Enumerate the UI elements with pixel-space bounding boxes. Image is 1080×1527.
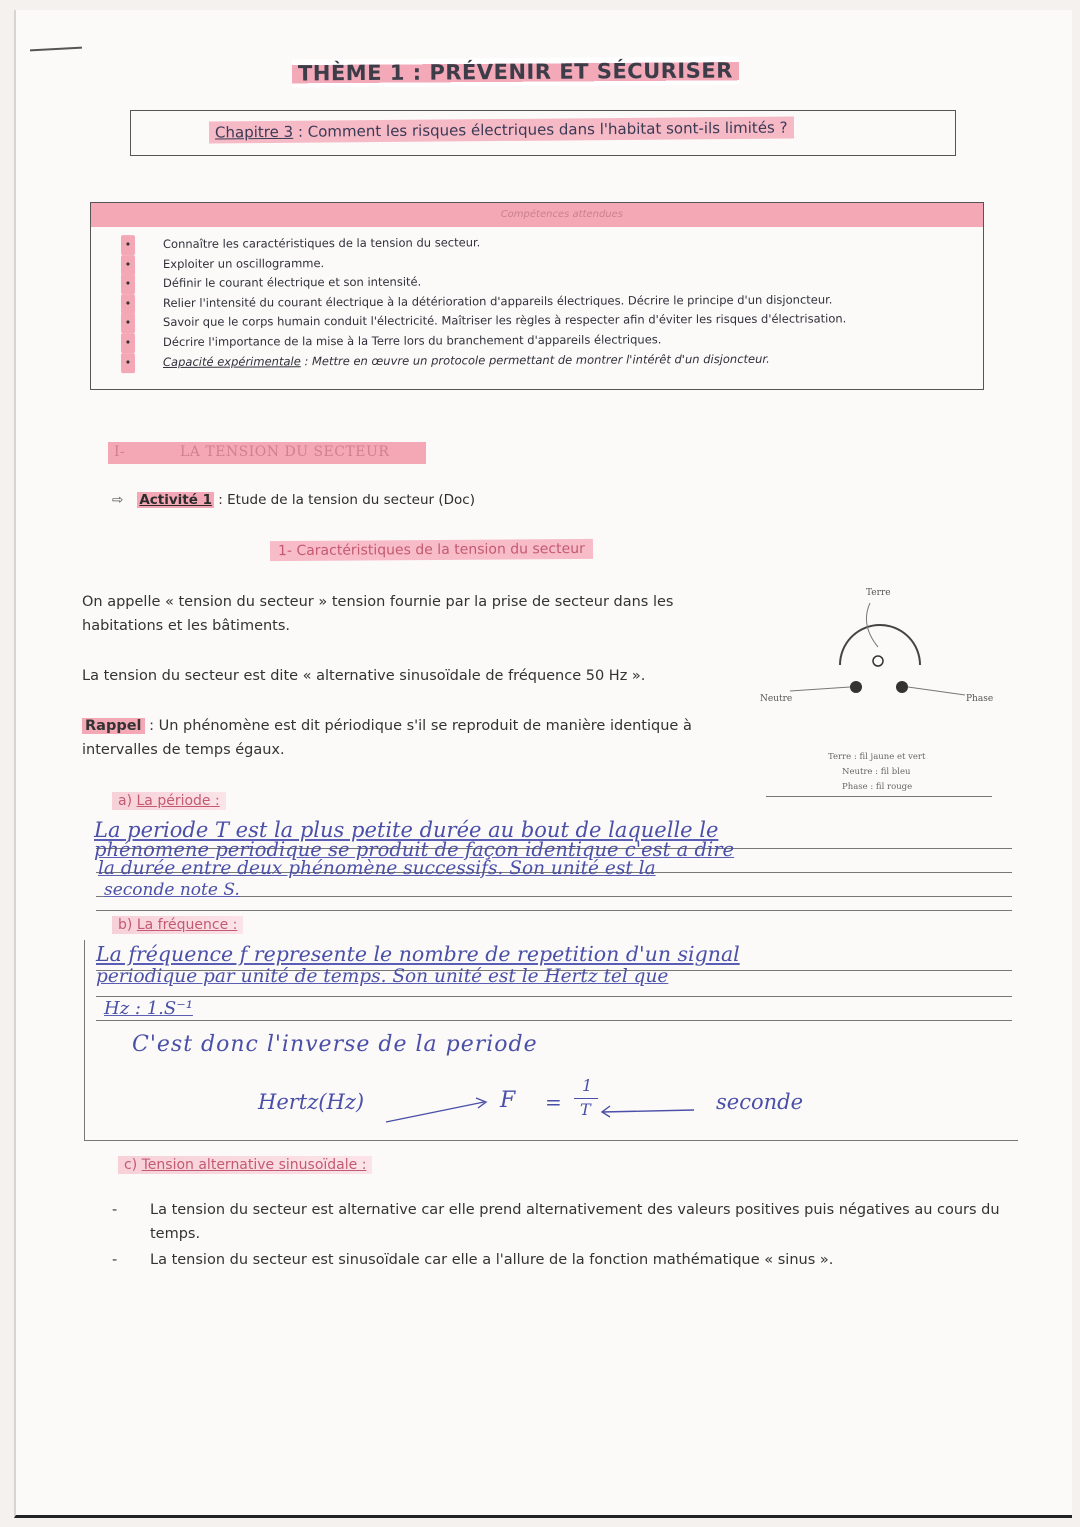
socket-legend-line: Terre : fil jaune et vert — [828, 752, 926, 762]
neutre-wire — [790, 687, 850, 691]
frequence-note: C'est donc l'inverse de la periode — [132, 1032, 538, 1057]
socket-diagram — [760, 585, 1000, 715]
periode-heading-text: La période : — [136, 793, 220, 809]
formula-arrow-right — [598, 1098, 698, 1122]
formula-left: Hertz(Hz) — [258, 1090, 365, 1114]
tension-alt-bullets — [112, 1198, 1022, 1274]
periode-handwriting-line: seconde note S. — [104, 880, 240, 900]
frequence-heading — [112, 916, 243, 934]
phase-wire — [908, 687, 965, 695]
rappel-label: Rappel — [82, 718, 145, 734]
formula-fraction-bar — [574, 1098, 598, 1099]
formula-denominator: T — [580, 1100, 591, 1119]
section-number: I- — [114, 444, 126, 460]
formula-numerator: 1 — [582, 1076, 593, 1095]
experimental-label: Capacité expérimentale — [162, 353, 301, 369]
formula-right: seconde — [716, 1090, 804, 1114]
theme-title: THÈME 1 : PRÉVENIR ET SÉCURISER — [292, 56, 739, 87]
phase-label: Phase — [966, 694, 994, 704]
writing-line — [96, 1020, 1012, 1021]
periode-letter: a) — [118, 793, 133, 809]
section-title — [108, 442, 426, 464]
arrow-icon: ⇨ — [112, 492, 124, 508]
bullet-item: - La tension du secteur est alternative car elle prend alternativement des valeurs positives puis négatives au cours du temps. — [112, 1198, 1022, 1246]
frequence-letter: b) — [118, 917, 133, 933]
terre-label: Terre — [866, 588, 891, 598]
definition-text: On appelle « tension du secteur » tension fournie par la prise de secteur dans les habitations et les bâtiments. — [82, 594, 674, 634]
socket-legend-line: Phase : fil rouge — [842, 782, 913, 792]
skills-header: Compétences attendues — [91, 203, 983, 227]
frequence-heading-text: La fréquence : — [136, 917, 238, 933]
frequence-handwriting-line: periodique par unité de temps. Son unité est le Hertz tel que — [96, 966, 669, 987]
frequence-box-bottom — [84, 1140, 1018, 1141]
experimental-text: : Mettre en œuvre un protocole permettant de montrer l'intérêt d'un disjoncteur. — [300, 351, 770, 368]
chapter-box — [130, 110, 956, 156]
periode-heading — [112, 792, 226, 810]
tension-alt-heading — [118, 1156, 372, 1174]
skill-item: • Connaître les caractéristiques de la tension du secteur. — [91, 231, 983, 255]
section-text: LA TENSION DU SECTEUR — [180, 444, 390, 460]
skill-item: • Exploiter un oscillogramme. — [91, 250, 983, 274]
skill-item-experimental — [91, 348, 983, 372]
frequence-box-left — [84, 940, 85, 1140]
rappel-text — [82, 714, 722, 762]
chapter-title — [209, 116, 794, 143]
frequence-handwriting-line: La fréquence f represente le nombre de repetition d'un signal — [96, 942, 740, 966]
activity-line — [112, 492, 475, 508]
socket-outline — [840, 625, 920, 665]
writing-line — [96, 996, 1012, 997]
chapter-label: Chapitre 3 — [214, 122, 294, 142]
phase-hole — [896, 681, 908, 693]
skill-item: • Relier l'intensité du courant électrique à la détérioration d'appareils électriques. Décrire le principe d'un disjoncteur. — [91, 289, 983, 313]
rappel-body: : Un phénomène est dit périodique s'il se reproduit de manière identique à intervalles de temps égaux. — [82, 718, 692, 758]
activity-label: Activité 1 — [139, 492, 212, 508]
socket-legend-line: Neutre : fil bleu — [842, 767, 911, 777]
terre-pin — [873, 656, 883, 666]
neutre-label: Neutre — [760, 694, 793, 704]
writing-line — [96, 910, 1012, 911]
formula-eq: = — [545, 1090, 562, 1114]
skills-list — [91, 233, 983, 370]
skills-box — [90, 202, 984, 390]
frequence-handwriting-line: Hz : 1.S⁻¹ — [104, 998, 193, 1019]
subsection-title: 1- Caractéristiques de la tension du secteur — [270, 539, 593, 561]
formula-f: F — [500, 1088, 516, 1113]
formula-arrow-left — [380, 1088, 510, 1128]
skill-item: • Décrire l'importance de la mise à la Terre lors du branchement d'appareils électriques. — [91, 329, 983, 353]
periode-handwriting-line: la durée entre deux phénomène successifs. Son unité est la — [98, 858, 656, 879]
legend-underline — [766, 796, 992, 797]
neutre-hole — [850, 681, 862, 693]
periode-handwriting-line: La periode T est la plus petite durée au bout de laquelle le — [94, 818, 719, 842]
alternative-statement: La tension du secteur est dite « alternative sinusoïdale de fréquence 50 Hz ». — [82, 668, 646, 684]
tension-alt-heading-text: Tension alternative sinusoïdale : — [141, 1157, 367, 1173]
skill-item: • Définir le courant électrique et son intensité. — [91, 270, 983, 294]
activity-text: : Etude de la tension du secteur (Doc) — [213, 492, 475, 508]
chapter-question: : Comment les risques électriques dans l'habitat sont-ils limités ? — [293, 118, 788, 141]
skill-item: • Savoir que le corps humain conduit l'électricité. Maîtriser les règles à respecter afin d'éviter les risques d'électrisation. — [91, 309, 983, 333]
tension-alt-letter: c) — [124, 1157, 138, 1173]
bullet-item: - La tension du secteur est sinusoïdale car elle a l'allure de la fonction mathématique « sinus ». — [112, 1248, 1022, 1272]
periode-handwriting-line: phénomene periodique se produit de façon identique c'est a dire — [94, 838, 735, 861]
